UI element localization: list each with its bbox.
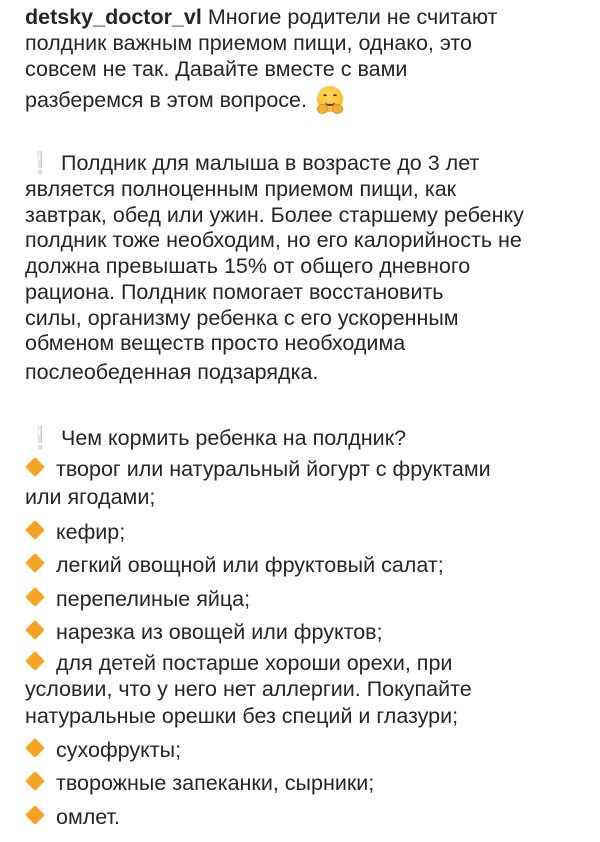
list-item — [25, 457, 491, 483]
orange-diamond-icon — [25, 553, 45, 573]
paragraph-line — [25, 151, 479, 177]
list-item-text: нарезка из овощей или фруктов; — [56, 620, 383, 644]
orange-diamond-icon — [25, 520, 45, 540]
paragraph-text: Полдник для малыша в возрасте до 3 лет — [60, 151, 480, 175]
list-item — [25, 651, 452, 677]
list-item-text: творожные запеканки, сырники; — [56, 771, 375, 795]
paragraph-line: обменом веществ просто необходима — [25, 331, 406, 355]
list-item-text: омлет. — [56, 805, 120, 829]
username-link[interactable]: detsky_doctor_vl — [25, 5, 202, 29]
caption-text: разберемся в этом вопросе. — [25, 88, 307, 112]
list-item-text: творог или натуральный йогурт с фруктами — [56, 457, 491, 481]
list-item — [25, 520, 125, 546]
list-item — [25, 738, 181, 764]
list-item-text: сухофрукты; — [56, 738, 182, 762]
caption-line: полдник важным приемом пищи, однако, это — [25, 31, 472, 55]
exclamation-icon: ❕ — [26, 426, 54, 450]
list-item — [25, 805, 120, 831]
caption-line — [25, 5, 497, 31]
list-heading — [25, 426, 406, 452]
paragraph-line: полдник тоже необходим, но его калорийность не — [25, 228, 522, 252]
exclamation-icon: ❕ — [26, 151, 54, 175]
list-heading-text: Чем кормить ребенка на полдник? — [60, 426, 407, 450]
paragraph-line: является полноценным приемом пищи, как — [25, 177, 457, 201]
orange-diamond-icon — [25, 587, 45, 607]
orange-diamond-icon — [25, 457, 45, 477]
list-item — [25, 620, 383, 646]
orange-diamond-icon — [25, 805, 45, 825]
paragraph-line: силы, организму ребенка с его ускоренным — [25, 306, 459, 330]
list-item-text: легкий овощной или фруктовый салат; — [56, 553, 444, 577]
orange-diamond-icon — [25, 738, 45, 758]
caption-line — [25, 86, 343, 114]
paragraph-line: должна превышать 15% от общего дневного — [25, 254, 471, 278]
list-item-continuation: условии, что у него нет аллергии. Покупайте — [25, 677, 472, 701]
list-item-text: кефир; — [56, 520, 126, 544]
list-item-text: перепелиные яйца; — [56, 587, 251, 611]
list-item — [25, 771, 374, 797]
orange-diamond-icon — [25, 620, 45, 640]
paragraph-line: завтрак, обед или ужин. Более старшему ребенку — [25, 203, 524, 227]
orange-diamond-icon — [25, 651, 45, 671]
list-item-continuation: или ягодами; — [25, 485, 156, 509]
paragraph-line: послеобеденная подзарядка. — [25, 360, 319, 384]
list-item — [25, 587, 250, 613]
caption-text: Многие родители не считают — [201, 5, 498, 29]
caption-line: совсем не так. Давайте вместе с вами — [25, 57, 408, 81]
list-item — [25, 553, 444, 579]
paragraph-line: рациона. Полдник помогает восстановить — [25, 280, 444, 304]
orange-diamond-icon — [25, 771, 45, 791]
list-item-text: для детей постарше хороши орехи, при — [56, 651, 453, 675]
list-item-continuation: натуральные орешки без специй и глазури; — [25, 704, 459, 728]
hugging-face-emoji-icon — [317, 86, 343, 112]
